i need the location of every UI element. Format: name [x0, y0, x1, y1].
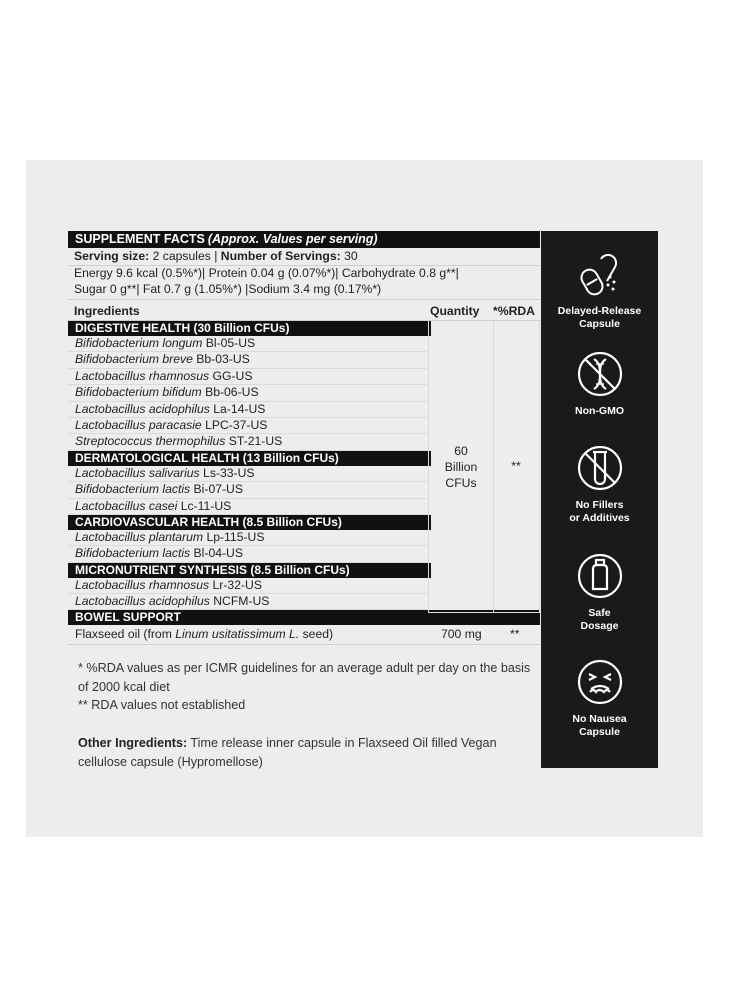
strain-code: Lr-32-US	[212, 577, 262, 592]
strain-code: ST-21-US	[228, 434, 283, 449]
flaxseed-row	[68, 625, 540, 645]
group-header: DERMATOLOGICAL HEALTH (13 Billion CFUs)	[68, 451, 431, 466]
badge-no-nausea	[541, 657, 658, 739]
group-header: CARDIOVASCULAR HEALTH (8.5 Billion CFUs)	[68, 515, 431, 530]
probiotic-rda-cell	[493, 321, 540, 613]
species-name: Lactobacillus acidophilus	[75, 401, 210, 416]
ingredient-row	[68, 578, 427, 594]
nutrition-line-1: Energy 9.6 kcal (0.5%*)| Protein 0.04 g (0.07%*)| Carbohydrate 0.8 g**|	[74, 266, 459, 280]
species-name: Lactobacillus rhamnosus	[75, 577, 210, 592]
badge-label: Delayed-Release	[557, 305, 642, 317]
badge-safe-dosage	[541, 551, 658, 633]
ingredient-row	[68, 336, 427, 352]
probiotic-quantity-cell	[428, 321, 494, 613]
group-header: DIGESTIVE HEALTH (30 Billion CFUs)	[68, 321, 431, 336]
quantity-line: 60	[454, 443, 468, 458]
strain-code: Lp-115-US	[206, 529, 265, 544]
flaxseed-quantity: 700 mg	[441, 627, 482, 642]
facts-title: SUPPLEMENT FACTS	[75, 232, 205, 246]
strain-code: La-14-US	[213, 401, 266, 416]
strain-code: Lc-11-US	[180, 498, 232, 513]
facts-header	[68, 231, 540, 248]
ingredient-row	[68, 530, 427, 546]
rda-column-header: *%RDA	[493, 304, 535, 318]
quantity-column-header: Quantity	[430, 304, 480, 318]
strain-code: Ls-33-US	[203, 465, 255, 480]
facts-subtitle: (Approx. Values per serving)	[207, 232, 378, 246]
species-name: Bifidobacterium lactis	[75, 482, 191, 497]
feature-sidebar	[541, 231, 658, 768]
rda-footnote: * %RDA values as per ICMR guidelines for an average adult per day on the basis of 2000 kcal diet	[78, 661, 531, 694]
ingredient-row	[68, 402, 427, 418]
strain-code: LPC-37-US	[205, 417, 268, 432]
rda-value: **	[511, 459, 521, 474]
strain-code: GG-US	[212, 368, 253, 383]
column-headers	[68, 300, 540, 321]
test-tube-crossed-icon	[575, 443, 625, 493]
species-name: Lactobacillus paracasie	[75, 417, 202, 432]
flaxseed-latin: Linum usitatissimum L.	[175, 627, 300, 642]
badge-non-gmo	[541, 349, 658, 418]
supplement-facts-table	[68, 231, 540, 645]
badge-label: Non-GMO	[575, 405, 624, 417]
flaxseed-prefix: Flaxseed oil (from	[75, 627, 176, 642]
badge-label: Dosage	[580, 620, 619, 632]
quantity-line: CFUs	[445, 475, 477, 490]
ingredient-row	[68, 594, 427, 610]
serving-size-value: 2 capsules |	[152, 249, 218, 263]
ingredient-row	[68, 546, 427, 562]
species-name: Bifidobacterium bifidum	[75, 385, 202, 400]
quantity-line: Billion	[444, 459, 478, 474]
footnotes	[78, 659, 538, 715]
strain-code: NCFM-US	[213, 594, 270, 609]
ingredient-row	[68, 369, 427, 385]
nausea-face-icon	[575, 657, 625, 707]
badge-label: or Additives	[569, 512, 630, 524]
other-ingredients	[78, 734, 538, 771]
ingredient-row	[68, 385, 427, 401]
probiotic-section	[68, 321, 540, 610]
bottle-icon	[575, 551, 625, 601]
flaxseed-name	[75, 625, 333, 644]
badge-label: Capsule	[579, 726, 620, 738]
nutrition-line-2: Sugar 0 g**| Fat 0.7 g (1.05%*) |Sodium 3.4 mg (0.17%*)	[74, 281, 382, 296]
nutrition-row	[68, 266, 540, 300]
bowel-support-header: BOWEL SUPPORT	[68, 610, 540, 625]
species-name: Lactobacillus casei	[75, 498, 178, 513]
species-name: Bifidobacterium longum	[75, 336, 203, 350]
species-name: Bifidobacterium breve	[75, 352, 193, 367]
ingredient-row	[68, 482, 427, 498]
servings-label: Number of Servings:	[220, 249, 341, 263]
strain-code: Bb-06-US	[205, 385, 259, 400]
servings-value: 30	[344, 249, 358, 263]
strain-code: Bb-03-US	[196, 352, 250, 367]
strain-code: Bl-05-US	[205, 336, 256, 350]
badge-label: Capsule	[579, 318, 620, 330]
badge-label: Safe	[588, 607, 611, 619]
other-ingredients-text: Time release inner capsule in Flaxseed Oil filled Vegan cellulose capsule (Hypromellose)	[78, 736, 497, 769]
dna-crossed-icon	[575, 349, 625, 399]
badge-no-fillers	[541, 443, 658, 525]
serving-row	[68, 248, 540, 266]
ingredient-row	[68, 499, 427, 515]
ingredient-row	[68, 352, 427, 368]
species-name: Lactobacillus plantarum	[75, 529, 204, 544]
other-ingredients-label: Other Ingredients:	[78, 736, 188, 750]
badge-label: No Fillers	[575, 499, 624, 511]
ingredients-column-header: Ingredients	[74, 304, 140, 318]
badge-label: No Nausea	[572, 713, 627, 725]
strain-code: Bi-07-US	[193, 482, 243, 497]
not-established-footnote: ** RDA values not established	[78, 698, 246, 712]
ingredient-row	[68, 434, 427, 450]
capsule-icon	[577, 253, 623, 299]
serving-size-label: Serving size:	[74, 249, 150, 263]
strain-code: Bl-04-US	[193, 546, 243, 561]
ingredient-row	[68, 466, 427, 482]
ingredient-row	[68, 418, 427, 434]
flaxseed-suffix: seed)	[299, 627, 334, 642]
flaxseed-rda: **	[510, 627, 520, 642]
species-name: Bifidobacterium lactis	[75, 546, 191, 561]
species-name: Streptococcus thermophilus	[75, 434, 226, 449]
species-name: Lactobacillus salivarius	[75, 465, 200, 480]
group-header: MICRONUTRIENT SYNTHESIS (8.5 Billion CFUs)	[68, 563, 431, 578]
badge-delayed-release	[541, 253, 658, 331]
species-name: Lactobacillus acidophilus	[75, 594, 210, 609]
species-name: Lactobacillus rhamnosus	[75, 368, 210, 383]
